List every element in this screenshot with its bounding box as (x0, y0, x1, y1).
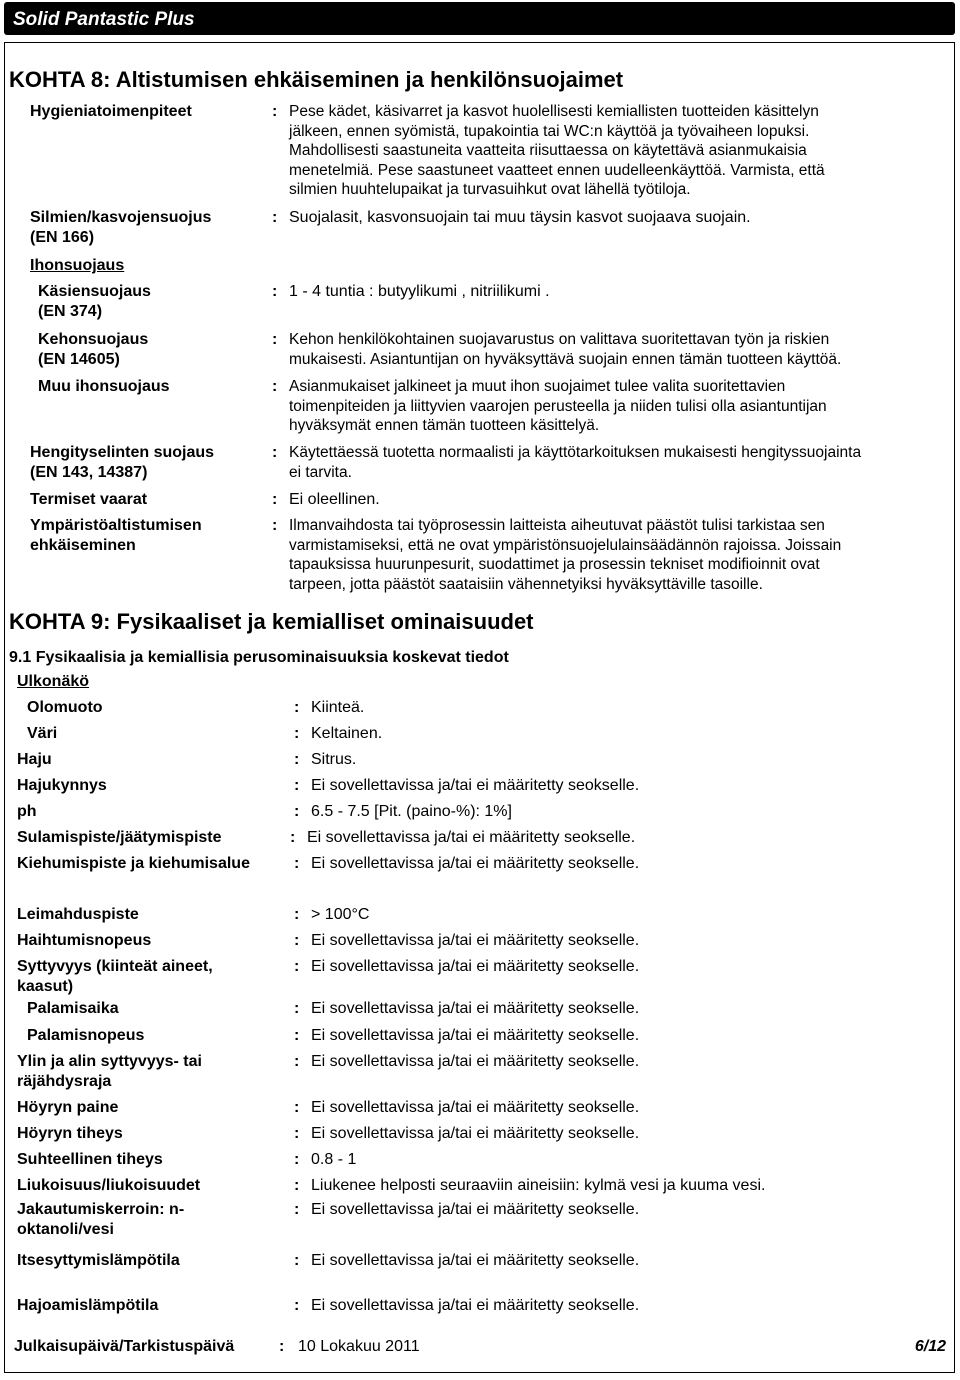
footer-colon: : (279, 1338, 285, 1355)
vapor-pressure-value: Ei sovellettavissa ja/tai ei määritetty seokselle. (311, 1099, 640, 1116)
solubility-label: Liukoisuus/liukoisuudet (17, 1177, 201, 1194)
respiratory-protection-label: Hengityselinten suojaus (EN 143, 14387) (30, 444, 215, 481)
ph-value: 6.5 - 7.5 [Pit. (paino-%): 1%] (311, 803, 512, 820)
section-8-title: KOHTA 8: Altistumisen ehkäiseminen ja henkilönsuojaimet (9, 67, 624, 92)
melting-point-label: Sulamispiste/jäätymispiste (17, 829, 222, 846)
colon: : (294, 751, 300, 768)
environmental-exposure-label: Ympäristöaltistumisen ehkäiseminen (30, 517, 202, 554)
partition-coefficient-label: Jakautumiskerroin: n- oktanoli/vesi (17, 1201, 185, 1238)
colon: : (294, 1297, 300, 1314)
colon: : (272, 103, 278, 120)
vapor-density-label: Höyryn tiheys (17, 1125, 123, 1142)
appearance-heading: Ulkonäkö (17, 673, 90, 690)
eye-protection-value: Suojalasit, kasvonsuojain tai muu täysin kasvot suojaava suojain. (289, 209, 751, 226)
colon: : (294, 1252, 300, 1269)
issue-date-value: 10 Lokakuu 2011 (298, 1338, 420, 1355)
flammability-label: Syttyvyys (kiinteät aineet, kaasut) (17, 958, 213, 995)
colon: : (294, 1027, 300, 1044)
boiling-point-value: Ei sovellettavissa ja/tai ei määritetty seokselle. (311, 855, 640, 872)
other-skin-protection-label: Muu ihonsuojaus (38, 378, 170, 395)
odor-threshold-value: Ei sovellettavissa ja/tai ei määritetty seokselle. (311, 777, 640, 794)
thermal-hazards-label: Termiset vaarat (30, 491, 148, 508)
colon: : (294, 906, 300, 923)
hygiene-label: Hygieniatoimenpiteet (30, 103, 192, 120)
burning-rate-value: Ei sovellettavissa ja/tai ei määritetty seokselle. (311, 1027, 640, 1044)
thermal-hazards-value: Ei oleellinen. (289, 491, 380, 508)
environmental-exposure-value: Ilmanvaihdosta tai työprosessin laitteista aiheutuvat päästöt tulisi tarkistaa sen varmistamiseksi, että ne ovat ympäristönsuojelulainsäädännön rajoissa. Joissain tapauksissa huurunpesurit, suodattimet ja prosessin tekniset modifioinnit ovat tarpeen, jotta päästöt saataisiin vähennetyiksi hyväksyttäville tasoille. (289, 517, 842, 593)
issue-date-label: Julkaisupäivä/Tarkistuspäivä (14, 1338, 235, 1355)
colon: : (294, 777, 300, 794)
partition-coefficient-value: Ei sovellettavissa ja/tai ei määritetty seokselle. (311, 1201, 640, 1218)
body-protection-value: Kehon henkilökohtainen suojavarustus on valittava suoritettavan työn ja riskien mukaisesti. Asiantuntijan on hyväksyttävä suojain ennen tämän tuotteen käyttöä. (289, 331, 842, 368)
colon: : (294, 1053, 300, 1070)
burning-time-label: Palamisaika (27, 1000, 119, 1017)
colon: : (294, 699, 300, 716)
color-label: Väri (27, 725, 58, 742)
decomposition-temperature-label: Hajoamislämpötila (17, 1297, 159, 1314)
body-protection-label: Kehonsuojaus (EN 14605) (38, 331, 149, 368)
colon: : (272, 444, 278, 461)
colon: : (272, 283, 278, 300)
autoignition-temperature-value: Ei sovellettavissa ja/tai ei määritetty seokselle. (311, 1252, 640, 1269)
evaporation-rate-value: Ei sovellettavissa ja/tai ei määritetty seokselle. (311, 932, 640, 949)
vapor-density-value: Ei sovellettavissa ja/tai ei määritetty seokselle. (311, 1125, 640, 1142)
colon: : (272, 378, 278, 395)
flash-point-label: Leimahduspiste (17, 906, 139, 923)
physical-state-value: Kiinteä. (311, 699, 365, 716)
eye-protection-label: Silmien/kasvojensuojus (EN 166) (30, 209, 212, 246)
evaporation-rate-label: Haihtumisnopeus (17, 932, 152, 949)
odor-value: Sitrus. (311, 751, 357, 768)
hand-protection-value: 1 - 4 tuntia : butyylikumi , nitriilikumi . (289, 283, 550, 300)
flammability-value: Ei sovellettavissa ja/tai ei määritetty seokselle. (311, 958, 640, 975)
product-name: Solid Pantastic Plus (13, 9, 195, 30)
decomposition-temperature-value: Ei sovellettavissa ja/tai ei määritetty seokselle. (311, 1297, 640, 1314)
odor-threshold-label: Hajukynnys (17, 777, 107, 794)
hand-protection-label: Käsiensuojaus (EN 374) (38, 283, 151, 320)
melting-point-value: Ei sovellettavissa ja/tai ei määritetty seokselle. (307, 829, 636, 846)
colon: : (272, 331, 278, 348)
ph-label: ph (17, 803, 37, 820)
explosive-limits-value: Ei sovellettavissa ja/tai ei määritetty seokselle. (311, 1053, 640, 1070)
odor-label: Haju (17, 751, 52, 768)
colon: : (272, 491, 278, 508)
colon: : (294, 803, 300, 820)
relative-density-label: Suhteellinen tiheys (17, 1151, 163, 1168)
section-9-title: KOHTA 9: Fysikaaliset ja kemialliset ominaisuudet (9, 609, 534, 634)
respiratory-protection-value: Käytettäessä tuotetta normaalisti ja käyttötarkoituksen mukaisesti hengityssuojainta ei tarvita. (289, 444, 862, 481)
boiling-point-label: Kiehumispiste ja kiehumisalue (17, 855, 250, 872)
colon: : (294, 1151, 300, 1168)
color-value: Keltainen. (311, 725, 383, 742)
physical-state-label: Olomuoto (27, 699, 103, 716)
page-number: 6/12 (914, 1338, 946, 1355)
colon: : (294, 932, 300, 949)
explosive-limits-label: Ylin ja alin syttyvyys- tai räjähdysraja (17, 1053, 202, 1090)
hygiene-text: Pese kädet, käsivarret ja kasvot huolellisesti kemiallisten tuotteiden käsittelyn jälkeen, ennen syömistä, tupakointia tai WC:n käyttöä ja työvaiheen lopuksi. Mahdollisesti saastuneita vaatteita riisuttaessa on käytettävä asianmukaisia menetelmiä. Pese saastuneet vaatteet ennen uudelleenkäyttöä. Varmista, että silmien huuhtelupaikat ja turvasuihkut ovat lähellä työtiloja. (289, 103, 825, 199)
autoignition-temperature-label: Itsesyttymislämpötila (17, 1252, 180, 1269)
colon: : (294, 1099, 300, 1116)
colon: : (294, 855, 300, 872)
skin-protection-heading: Ihonsuojaus (30, 257, 125, 274)
colon: : (294, 1000, 300, 1017)
burning-time-value: Ei sovellettavissa ja/tai ei määritetty seokselle. (311, 1000, 640, 1017)
relative-density-value: 0.8 - 1 (311, 1151, 357, 1168)
other-skin-protection-value: Asianmukaiset jalkineet ja muut ihon suojaimet tulee valita suoritettavien toimenpiteiden ja liittyvien vaarojen perusteella ja niiden tulisi olla asiantuntijan hyväksymät ennen tämän tuotteen käsittelyä. (289, 378, 827, 435)
burning-rate-label: Palamisnopeus (27, 1027, 145, 1044)
colon: : (272, 517, 278, 534)
document-header (4, 2, 955, 35)
colon: : (294, 1125, 300, 1142)
colon: : (294, 725, 300, 742)
colon: : (294, 958, 300, 975)
vapor-pressure-label: Höyryn paine (17, 1099, 119, 1116)
solubility-value: Liukenee helposti seuraaviin aineisiin: kylmä vesi ja kuuma vesi. (311, 1177, 766, 1194)
colon: : (272, 209, 278, 226)
colon: : (294, 1177, 300, 1194)
colon: : (290, 829, 296, 846)
flash-point-value: > 100°C (311, 906, 370, 923)
section-9-1-subtitle: 9.1 Fysikaalisia ja kemiallisia perusominaisuuksia koskevat tiedot (9, 649, 509, 666)
colon: : (294, 1201, 300, 1218)
